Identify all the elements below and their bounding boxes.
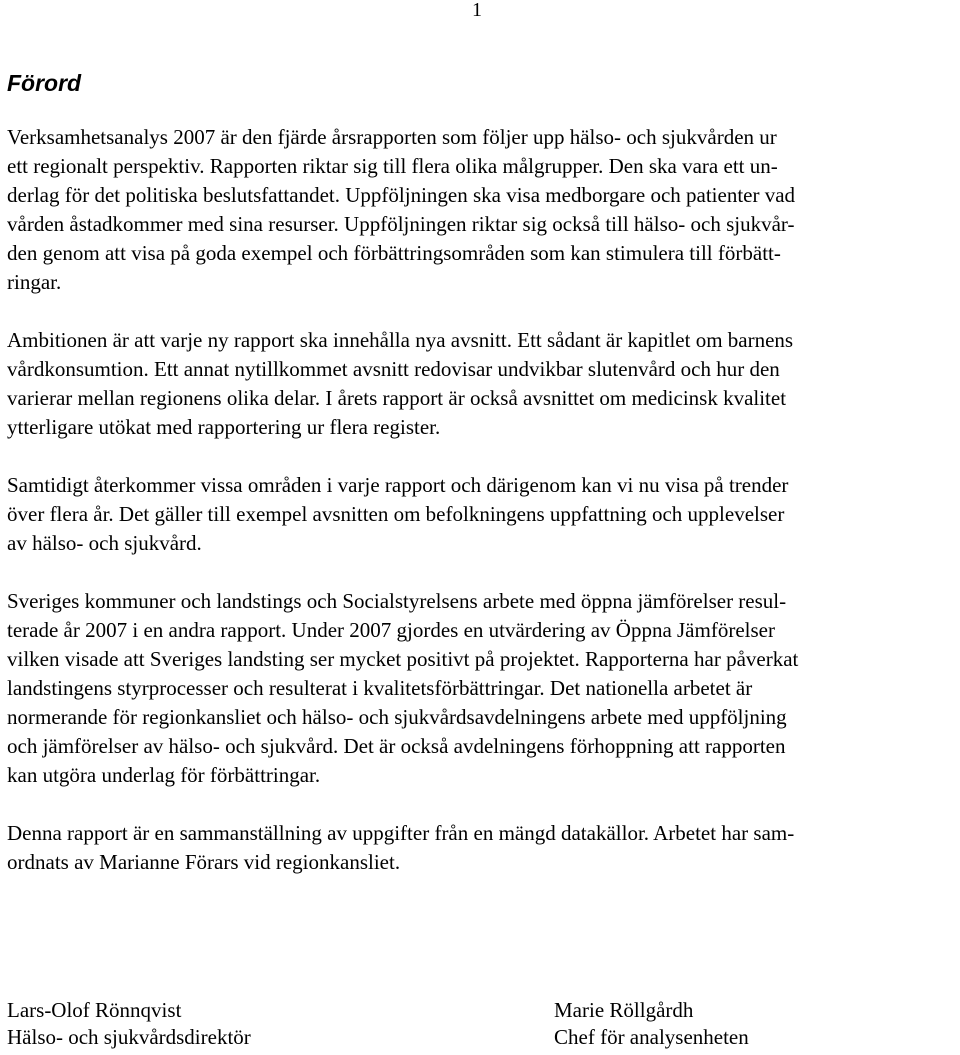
- text-line: Samtidigt återkommer vissa områden i varje rapport och därigenom kan vi nu visa på trender: [7, 473, 789, 497]
- text-line: derlag för det politiska beslutsfattandet. Uppföljningen ska visa medborgare och patienter vad: [7, 183, 796, 207]
- text-line: vårdkonsumtion. Ett annat nytillkommet avsnitt redovisar undvikbar slutenvård och hur den: [7, 357, 780, 381]
- paragraph: [7, 471, 953, 558]
- text-line: ringar.: [7, 270, 62, 294]
- text-line: den genom att visa på goda exempel och förbättringsområden som kan stimulera till förbätt-: [7, 241, 781, 265]
- text-line: ordnats av Marianne Förars vid regionkansliet.: [7, 850, 401, 874]
- body-text: [7, 123, 953, 906]
- signatory-title: Chef för analysenheten: [554, 1025, 749, 1049]
- text-line: Ambitionen är att varje ny rapport ska innehålla nya avsnitt. Ett sådant är kapitlet om barnens: [7, 328, 794, 352]
- text-line: vården åstadkommer med sina resurser. Uppföljningen riktar sig också till hälso- och sjukvår-: [7, 212, 795, 236]
- paragraph: [7, 326, 953, 442]
- signature-right: [554, 997, 749, 1051]
- signatory-name: Marie Röllgårdh: [554, 998, 694, 1022]
- paragraph: [7, 587, 953, 790]
- text-line: över flera år. Det gäller till exempel avsnitten om befolkningens uppfattning och upplevelser: [7, 502, 785, 526]
- text-line: terade år 2007 i en andra rapport. Under 2007 gjordes en utvärdering av Öppna Jämförelser: [7, 618, 775, 642]
- text-line: landstingens styrprocesser och resulterat i kvalitetsförbättringar. Det nationella arbetet är: [7, 676, 753, 700]
- text-line: Verksamhetsanalys 2007 är den fjärde årsrapporten som följer upp hälso- och sjukvården ur: [7, 125, 777, 149]
- signature-left: [7, 997, 251, 1051]
- signatory-name: Lars-Olof Rönnqvist: [7, 998, 182, 1022]
- text-line: vilken visade att Sveriges landsting ser mycket positivt på projektet. Rapporterna har påverkat: [7, 647, 799, 671]
- text-line: Denna rapport är en sammanställning av uppgifter från en mängd datakällor. Arbetet har sam-: [7, 821, 795, 845]
- text-line: ett regionalt perspektiv. Rapporten riktar sig till flera olika målgrupper. Den ska vara ett un-: [7, 154, 778, 178]
- text-line: och jämförelser av hälso- och sjukvård. Det är också avdelningens förhoppning att rapporten: [7, 734, 786, 758]
- page-number: 1: [472, 0, 482, 21]
- text-line: normerande för regionkansliet och hälso- och sjukvårdsavdelningens arbete med uppföljning: [7, 705, 787, 729]
- section-heading: Förord: [7, 70, 82, 96]
- text-line: av hälso- och sjukvård.: [7, 531, 202, 555]
- paragraph: [7, 819, 953, 877]
- text-line: kan utgöra underlag för förbättringar.: [7, 763, 321, 787]
- text-line: ytterligare utökat med rapportering ur flera register.: [7, 415, 441, 439]
- signatory-title: Hälso- och sjukvårdsdirektör: [7, 1025, 251, 1049]
- signature-block: [7, 997, 953, 1055]
- text-line: Sveriges kommuner och landstings och Socialstyrelsens arbete med öppna jämförelser resul-: [7, 589, 787, 613]
- text-line: varierar mellan regionens olika delar. I årets rapport är också avsnittet om medicinsk kvalitet: [7, 386, 787, 410]
- paragraph: [7, 123, 953, 297]
